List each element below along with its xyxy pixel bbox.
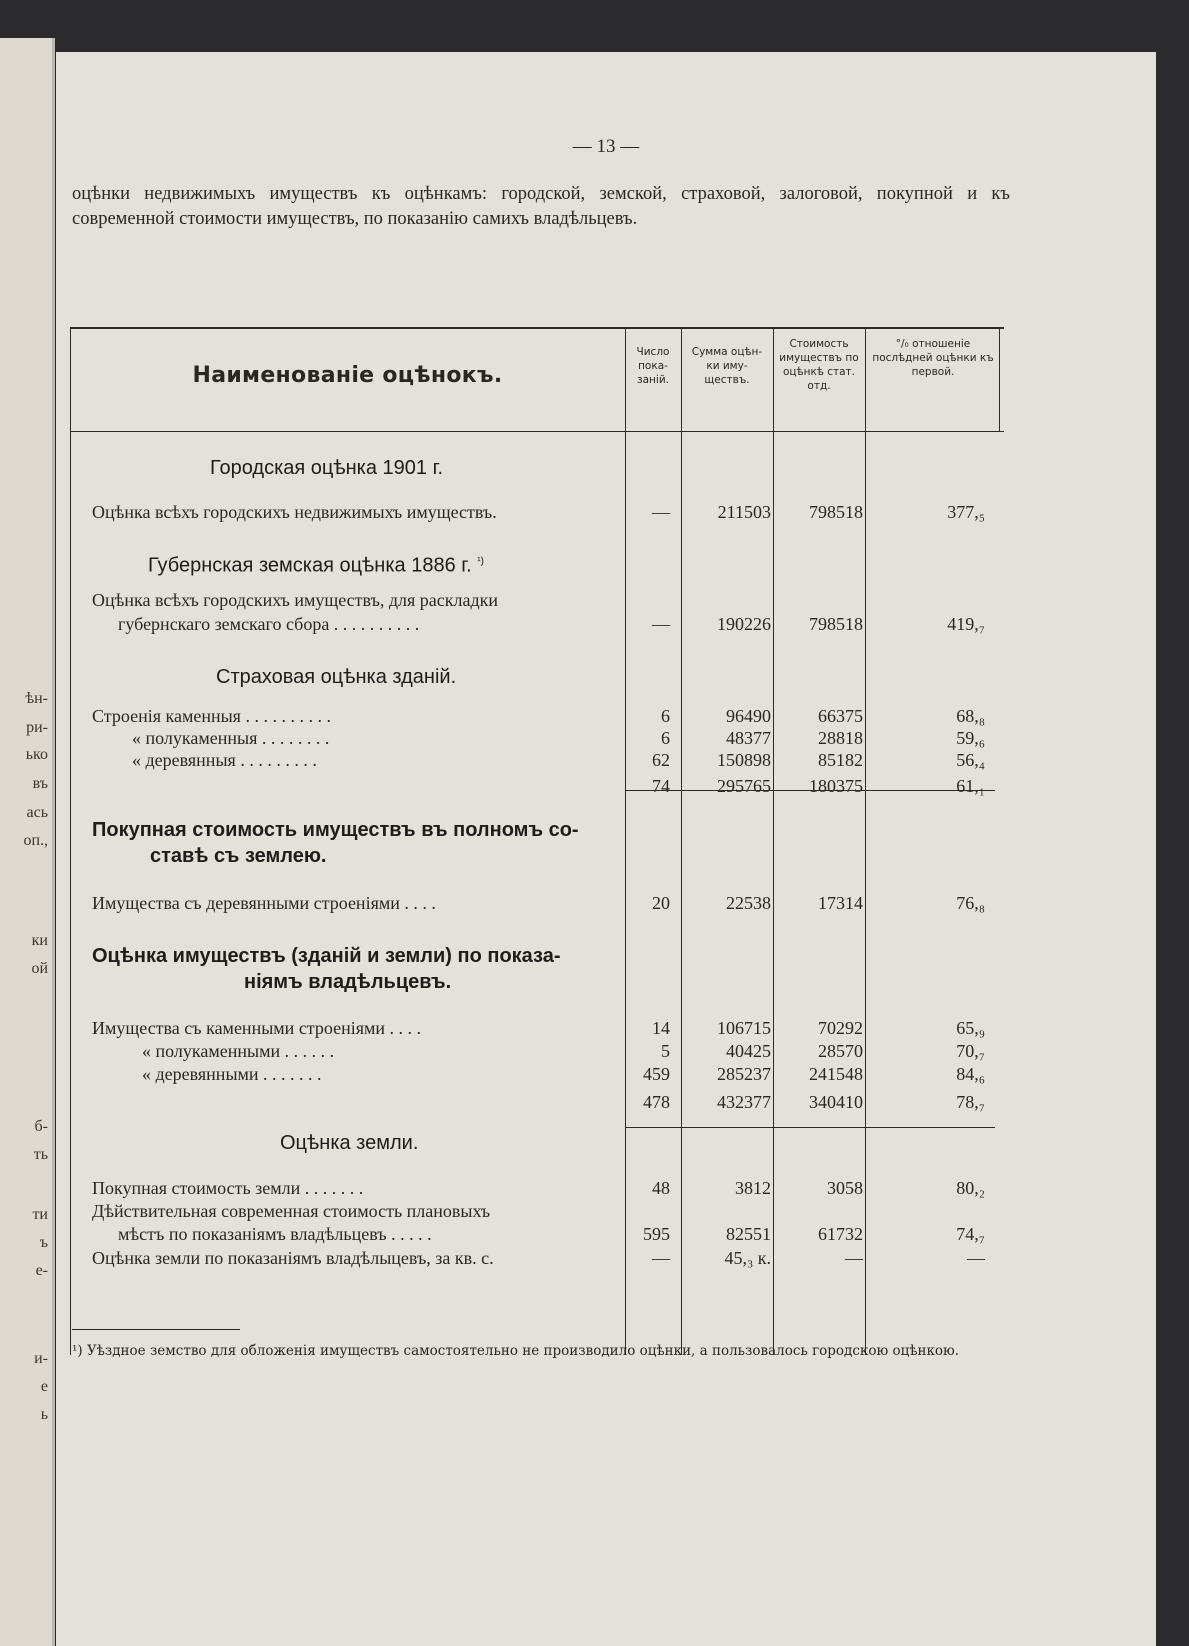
cell-ratio: 76,₈ [956,893,985,913]
cell-sum: 40425 [726,1041,771,1061]
cell-count: 6 [661,728,670,748]
subtotal-count: 478 [643,1092,670,1112]
cell-stat: 28818 [818,728,863,748]
cell-ratio: — [967,1248,985,1268]
cell-sum: 22538 [726,893,771,913]
header-count-column: Число пока- заній. [636,346,670,386]
cell-stat: 85182 [818,750,863,770]
cell-sum: 150898 [717,750,771,770]
col-divider [865,327,866,1355]
subtotal-sum: 432377 [717,1092,771,1112]
cell-sum: 82551 [726,1224,771,1244]
cell-ratio: 419,₇ [947,614,985,634]
cell-stat: 798518 [809,614,863,634]
cell-ratio: 74,₇ [956,1224,985,1244]
row-label: Оцѣнка всѣхъ городскихъ недвижимыхъ имуществъ. [92,502,497,522]
section-title: Страховая оцѣнка зданій. [216,666,457,688]
row-label: Покупная стоимость земли . . . . . . . [92,1178,364,1198]
cell-stat: 28570 [818,1041,863,1061]
left-fragment: ки [31,932,48,949]
row-label: « деревянныя . . . . . . . . . [132,750,317,770]
left-fragment: ти [32,1206,48,1223]
left-fragment: ь [40,1406,48,1423]
assessment-table [70,327,1004,1355]
footnote-rule [72,1329,240,1330]
row-label: Дѣйствительная современная стоимость плановыхъ [92,1201,491,1221]
footnote: ¹) Уѣздное земство для обложенія имуществъ самостоятельно не производило оцѣнки, а пользовалось городскою оцѣнкою. [72,1343,960,1359]
cell-count: 5 [661,1041,670,1061]
section-title: Оцѣнка имуществъ (зданій и земли) по показа- [92,945,561,967]
left-fragment: ась [26,804,48,821]
row-label: губернскаго земскаго сбора . . . . . . . . . . [118,614,420,634]
intro-paragraph: оцѣнки недвижимыхъ имуществъ къ оцѣнкамъ: городской, земской, страховой, залоговой, покупной и къ современной стоимости имуществъ, по показанію самихъ владѣльцевъ. [72,184,1010,229]
left-fragment: ой [31,960,48,977]
cell-stat: 798518 [809,502,863,522]
row-label: « деревянными . . . . . . . [142,1064,322,1084]
cell-count: 14 [652,1018,670,1038]
table-top-rule [70,327,1004,329]
cell-count: 62 [652,750,670,770]
cell-stat: 17314 [818,893,863,913]
cell-count: 20 [652,893,670,913]
cell-sum: 48377 [726,728,771,748]
row-label: мѣстъ по показаніямъ владѣльцевъ . . . . . [118,1224,432,1244]
left-page-edge [0,38,55,1646]
page-number: — 13 — [572,136,640,157]
row-label: « полукаменными . . . . . . [142,1041,335,1061]
col-divider [625,327,626,1355]
cell-stat: 61732 [818,1224,863,1244]
cell-count: — [652,1248,670,1268]
cell-ratio: 56,₄ [956,750,985,770]
cell-sum: 96490 [726,706,771,726]
left-fragment: ько [25,746,48,763]
cell-stat: 70292 [818,1018,863,1038]
subtotal-ratio: 61,₁ [956,776,985,796]
section-title: Городская оцѣнка 1901 г. [210,457,443,479]
cell-sum: 3812 [735,1178,771,1198]
left-fragment: оп., [23,832,48,849]
col-divider [999,327,1000,431]
cell-stat: 66375 [818,706,863,726]
cell-sum: 211503 [717,502,771,522]
document-page [56,52,1156,1646]
cell-count: — [652,614,670,634]
col-divider [681,327,682,1355]
cell-count: — [652,502,670,522]
left-fragment: ри- [26,719,48,736]
cell-ratio: 68,₈ [956,706,985,726]
left-fragment: б- [34,1118,48,1135]
section-title: ставѣ съ землею. [150,845,327,867]
cell-ratio: 65,₉ [956,1018,985,1038]
left-fragment: ѣн- [25,690,48,707]
cell-ratio: 84,₆ [956,1064,985,1084]
cell-stat: — [845,1248,863,1268]
section-title [148,549,484,579]
header-stat-column: Стоимость имуществъ по оцѣнкѣ стат. отд. [779,338,859,392]
section-title-text: Губернская земская оцѣнка 1886 г. [148,554,472,577]
cell-count: 6 [661,706,670,726]
table-left-rule [70,327,71,1355]
cell-sum: 190226 [717,614,771,634]
header-bottom-rule [70,431,1004,432]
section-title: Оцѣнка земли. [280,1132,419,1154]
header-sum-column: Сумма оцѣн- ки иму- ществъ. [691,346,763,386]
left-fragment: въ [32,775,48,792]
row-label: Оцѣнка земли по показаніямъ владѣлыцевъ, за кв. с. [92,1248,494,1268]
cell-ratio: 70,₇ [956,1041,985,1061]
col-divider [773,327,774,1355]
subtotal-rule [625,1127,995,1128]
cell-sum: 45,₃ к. [724,1248,771,1268]
cell-sum: 106715 [717,1018,771,1038]
left-fragment: е [40,1378,48,1395]
footnote-marker: ¹) [477,556,484,567]
row-label: Оцѣнка всѣхъ городскихъ имуществъ, для раскладки [92,590,499,610]
left-fragment: е- [35,1262,48,1279]
left-fragment: ъ [39,1234,48,1251]
subtotal-sum: 295765 [717,776,771,796]
left-fragment: и- [34,1350,48,1367]
cell-sum: 285237 [717,1064,771,1084]
subtotal-count: 74 [652,776,670,796]
section-title: ніямъ владѣльцевъ. [244,971,452,993]
left-fragment: ть [33,1146,48,1163]
cell-count: 48 [652,1178,670,1198]
row-label: Имущества съ деревянными строеніями . . . . [92,893,436,913]
row-label: Строенія каменныя . . . . . . . . . . [92,706,331,726]
cell-ratio: 377,₅ [947,502,985,522]
row-label: Имущества съ каменными строеніями . . . . [92,1018,422,1038]
cell-stat: 241548 [809,1064,863,1084]
row-label: « полукаменныя . . . . . . . . [132,728,330,748]
cell-ratio: 59,₆ [956,728,985,748]
section-title: Покупная стоимость имуществъ въ полномъ со- [92,819,579,841]
subtotal-stat: 340410 [809,1092,863,1112]
cell-stat: 3058 [827,1178,863,1198]
cell-ratio: 80,₂ [956,1178,985,1198]
cell-count: 459 [643,1064,670,1084]
subtotal-stat: 180375 [809,776,863,796]
subtotal-ratio: 78,₇ [956,1092,985,1112]
cell-count: 595 [643,1224,670,1244]
header-ratio-column: °/₀ отношеніе послѣдней оцѣнки къ первой. [872,338,994,378]
header-name-column: Наименованіе оцѣнокъ. [192,363,503,388]
